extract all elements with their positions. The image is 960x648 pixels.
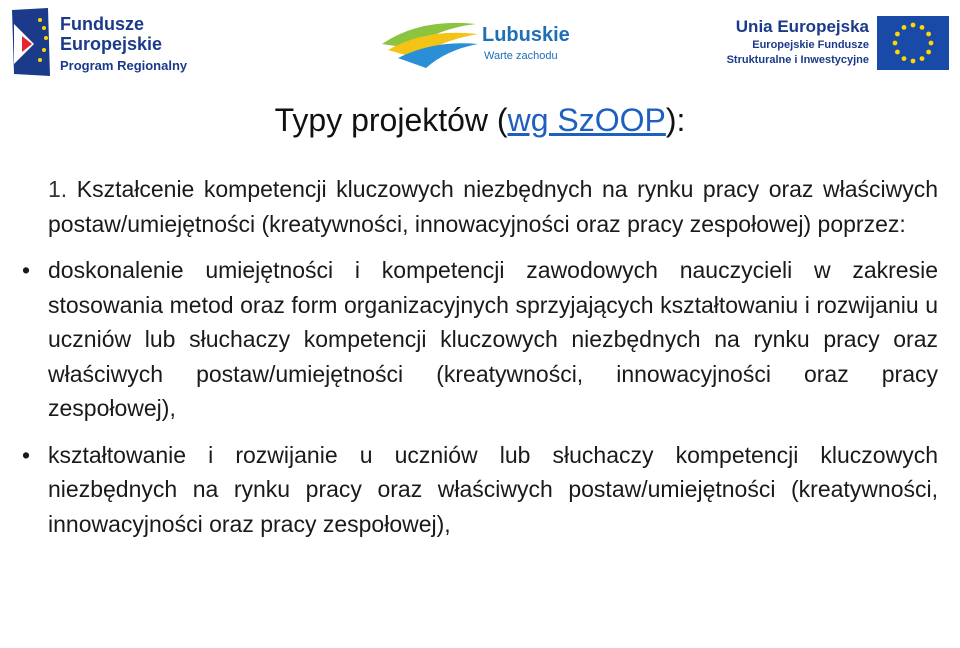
fe-logo-text bbox=[60, 14, 187, 76]
lubuskie-logo bbox=[380, 14, 580, 74]
bullet-dot-icon: • bbox=[22, 257, 31, 283]
fundusze-europejskie-logo bbox=[10, 6, 190, 82]
eu-flag-icon bbox=[877, 16, 949, 70]
bullet-item bbox=[22, 253, 938, 426]
item-number: 1. bbox=[48, 176, 68, 202]
lubuskie-wave-icon bbox=[380, 14, 480, 74]
unia-europejska-logo bbox=[724, 16, 949, 78]
eu-logo-line3: Strukturalne i Inwestycyjne bbox=[726, 54, 869, 66]
logo-bar bbox=[0, 0, 960, 90]
item-text: Kształcenie kompetencji kluczowych niezbędnych na rynku pracy oraz właściwych postaw/umiejętności (kreatywności, innowacyjności oraz pracy zespołowej) poprzez: bbox=[48, 176, 938, 237]
bullet-text: doskonalenie umiejętności i kompetencji zawodowych nauczycieli w zakresie stosowania metod oraz form organizacyjnych sprzyjających kształtowaniu i rozwijaniu u uczniów lub słuchaczy kompetencji kluczowych niezbędnych na rynku pracy oraz właściwych postaw/umiejętności (kreatywności, innowacyjności oraz pracy zespołowej), bbox=[48, 257, 938, 421]
bullet-list bbox=[22, 253, 938, 541]
title-prefix: Typy projektów ( bbox=[274, 102, 508, 138]
eu-logo-line2: Europejskie Fundusze bbox=[752, 39, 869, 51]
szoop-link[interactable]: wg SzOOP bbox=[507, 102, 666, 138]
lubuskie-logo-name: Lubuskie bbox=[482, 24, 570, 46]
numbered-item bbox=[48, 172, 938, 241]
lubuskie-logo-tagline: Warte zachodu bbox=[484, 50, 558, 62]
bullet-item bbox=[22, 438, 938, 542]
page-title bbox=[0, 98, 960, 142]
fe-emblem-icon bbox=[10, 6, 54, 78]
bullet-dot-icon: • bbox=[22, 441, 31, 468]
fe-logo-line3: Program Regionalny bbox=[60, 58, 188, 73]
title-suffix: ): bbox=[665, 102, 686, 138]
bullet-text: kształtowanie i rozwijanie u uczniów lub słuchaczy kompetencji kluczowych niezbędnych na rynku pracy oraz właściwych postaw/umiejętności (kreatywności, innowacyjności oraz pracy zespołowej), bbox=[48, 441, 938, 537]
eu-logo-line1: Unia Europejska bbox=[735, 17, 869, 36]
slide-content bbox=[22, 172, 938, 541]
fe-logo-line2: Europejskie bbox=[60, 34, 163, 54]
fe-logo-line1: Fundusze bbox=[60, 14, 144, 34]
eu-logo-text bbox=[727, 16, 869, 68]
